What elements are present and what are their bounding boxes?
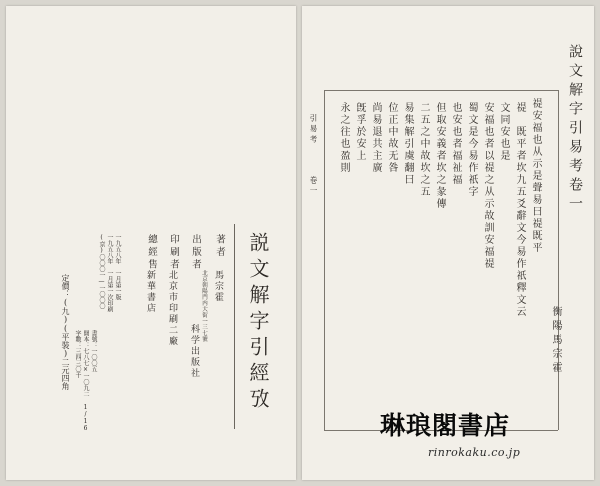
- author-name: 馬宗霍: [213, 270, 223, 303]
- distributor-role: 總經售: [146, 234, 157, 272]
- shop-url: rinrokaku.co.jp: [428, 446, 521, 459]
- text-column: 禔安福也从示是聲易曰禔既平: [530, 98, 541, 254]
- author-role: 著者: [214, 234, 225, 259]
- text-column: 二五之中故坎之五: [418, 102, 429, 198]
- text-column: 旣孚於安上: [354, 102, 365, 162]
- colophon-author: [212, 234, 226, 303]
- pub-detail: 開本：七八七×一〇九二 1/16: [82, 330, 89, 432]
- frame-right-rule: [558, 90, 559, 430]
- colophon: [61, 224, 298, 454]
- volume-title: 說文解字引易考卷一: [567, 44, 583, 215]
- text-column: 也安也者福祉福: [450, 102, 461, 186]
- author-line: 衡陽馬宗霍: [550, 306, 561, 376]
- frame-left-rule: [324, 90, 325, 430]
- pub-detail: 一九五八年 一月第一次印刷: [106, 234, 113, 312]
- text-column: 禔 既平者坎九五爻辭文今易作祇釋文云: [514, 102, 525, 318]
- publisher-role: 出版者: [190, 234, 201, 272]
- colophon-divider: [234, 224, 235, 429]
- colophon-publisher: [188, 234, 207, 379]
- price: 定價：(九)(平裝)二元四角: [61, 274, 70, 390]
- printer-name: 北京市印刷二廠: [167, 270, 177, 347]
- distributor-name: 新華書店: [145, 270, 155, 314]
- shop-watermark: 琳琅閣書店: [380, 411, 511, 440]
- pub-detail: (京)〇〇〇一—一〇〇〇: [98, 234, 105, 309]
- text-column: 易集解引虞翻曰: [402, 102, 413, 186]
- left-page: [6, 6, 296, 480]
- frame-top-rule: [324, 90, 558, 91]
- pub-detail: 字數：三四三〇千: [74, 330, 81, 378]
- margin-volume: 卷一: [309, 176, 318, 197]
- text-column: 但取安義者坎之彖傳: [434, 102, 445, 210]
- publisher-name: 科学出版社: [189, 324, 199, 379]
- colophon-printer: [166, 234, 180, 347]
- margin-title: 引易考: [309, 114, 318, 146]
- text-column: 蜀文是今易作祇字: [466, 102, 477, 198]
- printer-role: 印刷者: [168, 234, 179, 272]
- publisher-address: 北京朝陽門内大街一三七號: [201, 270, 207, 342]
- text-column: 位正中故无咎: [386, 102, 397, 174]
- text-column: 安福也者以禔之从示故訓安福禔: [482, 102, 493, 270]
- pub-detail: 書號：一〇〇五: [90, 330, 97, 372]
- colophon-distributor: [144, 234, 158, 314]
- text-column: 文同安也是: [498, 102, 509, 162]
- text-column: 永之往也盈則: [338, 102, 349, 174]
- colophon-book-title: 説文解字引經攷: [246, 232, 270, 414]
- text-column: 尚易退共主廣: [370, 102, 381, 174]
- pub-detail: 一九五八年 一月第一版: [114, 234, 121, 300]
